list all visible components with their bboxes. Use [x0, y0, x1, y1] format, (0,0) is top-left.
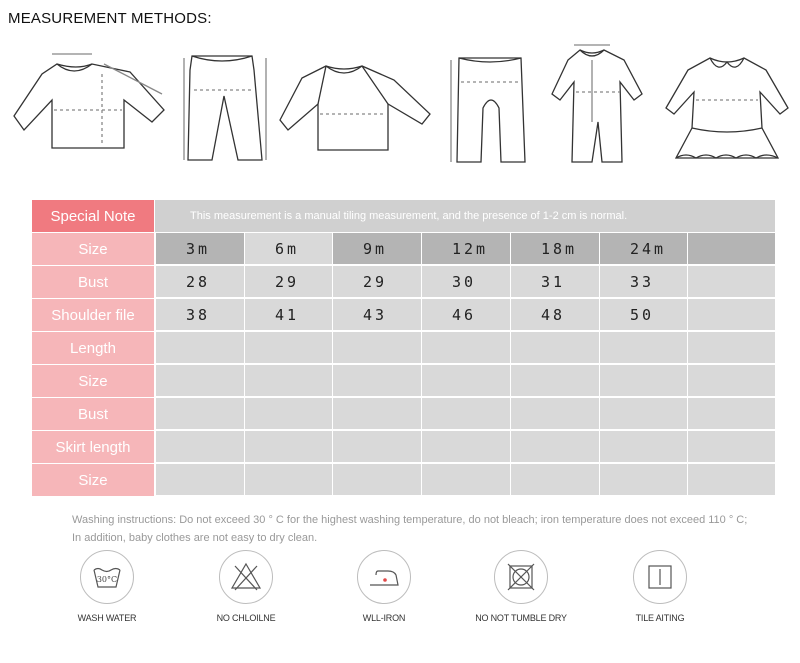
size-header-cell: 6m — [244, 233, 332, 265]
row-label: Bust — [32, 398, 155, 431]
care-tile-dry — [605, 550, 715, 623]
no-tumble-dry-label: NO NOT TUMBLE DRY — [475, 613, 567, 623]
table-cell — [687, 299, 775, 331]
size-header-cell: 18m — [510, 233, 599, 265]
table-cell: 50 — [599, 299, 687, 331]
table-cell — [155, 365, 244, 397]
table-cell — [155, 332, 244, 364]
wash-temp: 30°C — [96, 575, 118, 584]
table-cell — [599, 398, 687, 430]
special-note-text: This measurement is a manual tiling measurement, and the presence of 1-2 cm is normal. — [155, 200, 775, 232]
table-cell — [332, 398, 421, 430]
table-cell — [599, 464, 687, 496]
table-cell — [599, 431, 687, 463]
table-cell — [421, 431, 510, 463]
size-row-2 — [32, 365, 775, 398]
table-cell — [599, 365, 687, 397]
table-cell: 43 — [332, 299, 421, 331]
size-header-cell: 12m — [421, 233, 510, 265]
tile-dry-icon — [633, 550, 687, 604]
table-cell — [510, 332, 599, 364]
no-bleach-label: NO CHLOILNE — [216, 613, 276, 623]
row-label: Shoulder file — [32, 299, 155, 332]
table-cell — [421, 365, 510, 397]
pants-illustration — [180, 50, 270, 165]
table-cell — [332, 365, 421, 397]
size-row-3 — [32, 464, 775, 497]
row-label: Size — [32, 464, 155, 497]
table-cell — [599, 332, 687, 364]
care-no-tumble-dry — [466, 550, 576, 623]
table-cell — [332, 464, 421, 496]
iron-icon — [357, 550, 411, 604]
skirt-length-row — [32, 431, 775, 464]
no-bleach-icon — [219, 550, 273, 604]
table-cell: 41 — [244, 299, 332, 331]
table-cell: 46 — [421, 299, 510, 331]
size-row — [32, 233, 775, 266]
table-cell — [244, 431, 332, 463]
special-note-row — [32, 200, 775, 233]
bust-row-2 — [32, 398, 775, 431]
raglan-top-illustration — [278, 58, 433, 158]
care-iron — [329, 550, 439, 623]
row-label: Size — [32, 233, 155, 266]
table-cell — [687, 332, 775, 364]
table-cell — [244, 464, 332, 496]
table-cell — [244, 398, 332, 430]
table-cell: 48 — [510, 299, 599, 331]
table-cell — [155, 431, 244, 463]
wash-water-label: WASH WATER — [77, 613, 137, 623]
table-cell: 38 — [155, 299, 244, 331]
table-cell — [332, 431, 421, 463]
table-cell — [510, 464, 599, 496]
row-label: Length — [32, 332, 155, 365]
length-row — [32, 332, 775, 365]
row-label: Bust — [32, 266, 155, 299]
table-cell: 29 — [244, 266, 332, 298]
table-cell — [510, 431, 599, 463]
top-illustration — [12, 50, 172, 160]
bust-row — [32, 266, 775, 299]
table-cell — [421, 398, 510, 430]
table-cell: 33 — [599, 266, 687, 298]
table-cell — [510, 398, 599, 430]
table-cell — [687, 365, 775, 397]
table-cell — [244, 332, 332, 364]
table-cell — [244, 365, 332, 397]
special-note-label: Special Note — [32, 200, 155, 233]
tile-dry-label: TILE AITING — [635, 613, 685, 623]
table-cell: 28 — [155, 266, 244, 298]
table-cell — [421, 332, 510, 364]
care-wash-water — [52, 550, 162, 623]
page-heading: MEASUREMENT METHODS: — [8, 10, 212, 27]
wash-water-icon — [80, 550, 134, 604]
table-cell: 31 — [510, 266, 599, 298]
no-tumble-dry-icon — [494, 550, 548, 604]
table-cell — [687, 266, 775, 298]
size-header-cell: 3m — [155, 233, 244, 265]
washing-instructions: Washing instructions: Do not exceed 30 ° C for the highest washing temperature, do not bleach; iron temperature does not exceed 110 ° C; In addition, baby clothes are not easy to dry clean. — [72, 514, 748, 544]
romper-illustration — [550, 42, 645, 167]
row-label: Size — [32, 365, 155, 398]
care-no-bleach — [191, 550, 301, 623]
baby-pants-illustration — [445, 52, 540, 167]
iron-label: WLL-IRON — [362, 613, 406, 623]
table-cell — [332, 332, 421, 364]
size-header-cell — [687, 233, 775, 265]
row-label: Skirt length — [32, 431, 155, 464]
table-cell — [421, 464, 510, 496]
table-cell: 30 — [421, 266, 510, 298]
table-cell — [687, 464, 775, 496]
table-cell — [687, 398, 775, 430]
garment-illustrations — [0, 40, 800, 170]
table-cell — [687, 431, 775, 463]
size-header-cell: 24m — [599, 233, 687, 265]
size-header-cell: 9m — [332, 233, 421, 265]
table-cell — [155, 398, 244, 430]
dress-illustration — [662, 48, 792, 166]
table-cell — [510, 365, 599, 397]
table-cell — [155, 464, 244, 496]
table-cell: 29 — [332, 266, 421, 298]
shoulder-row — [32, 299, 775, 332]
